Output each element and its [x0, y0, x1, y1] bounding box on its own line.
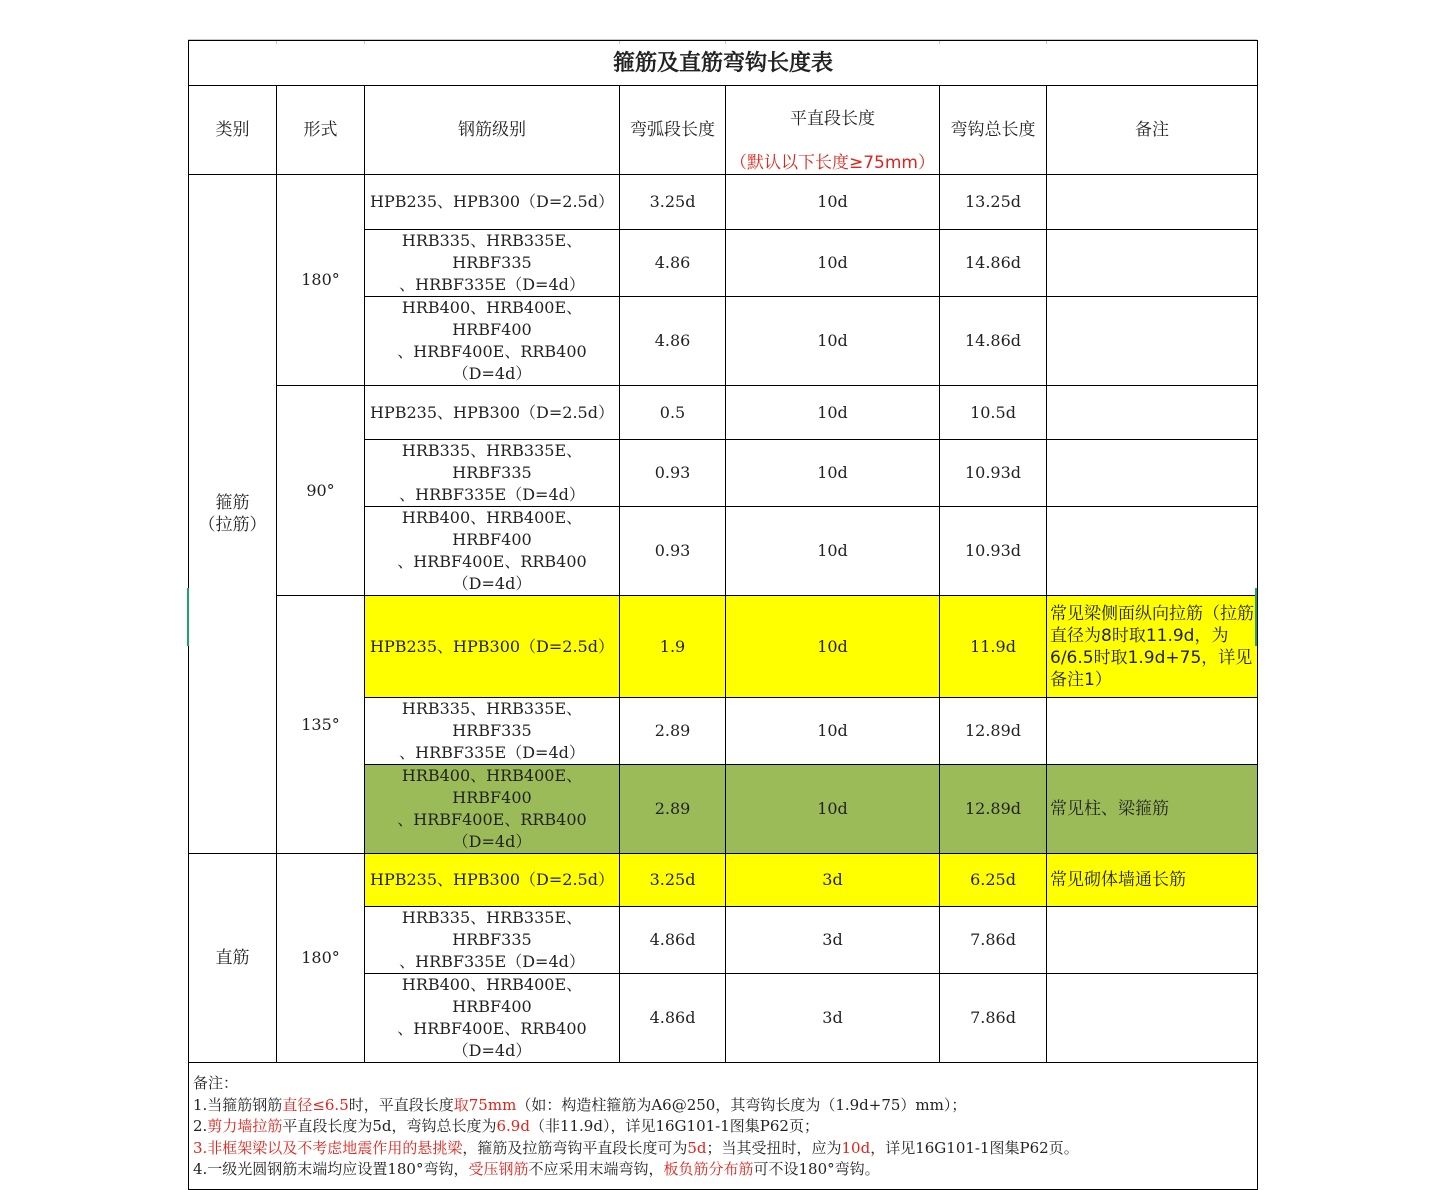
- straight-cell: 3d: [726, 907, 940, 974]
- category-stirrup: 箍筋 （拉筋）: [189, 175, 277, 854]
- form-135: 135°: [277, 596, 365, 854]
- grade-cell: HRB400、HRB400E、HRBF400 、HRBF400E、RRB400（D=4d）: [365, 974, 620, 1063]
- grade-cell: HRB335、HRB335E、HRBF335 、HRBF335E（D=4d）: [365, 230, 620, 297]
- total-cell: 13.25d: [940, 175, 1047, 230]
- remark-cell: [1047, 230, 1258, 297]
- grade-cell: HRB400、HRB400E、HRBF400 、HRBF400E、RRB400（D=4d）: [365, 297, 620, 386]
- arc-cell: 0.5: [620, 386, 726, 440]
- grade-cell: HRB335、HRB335E、HRBF335 、HRBF335E（D=4d）: [365, 698, 620, 765]
- straight-cell: 3d: [726, 854, 940, 907]
- arc-cell: 4.86d: [620, 907, 726, 974]
- remark-cell: [1047, 175, 1258, 230]
- total-cell: 14.86d: [940, 297, 1047, 386]
- header-arc-length: 弯弧段长度: [620, 86, 726, 175]
- category-straight-bar: 直筋: [189, 854, 277, 1063]
- notes-heading: 备注：: [193, 1074, 239, 1092]
- total-cell: 14.86d: [940, 230, 1047, 297]
- total-cell: 10.5d: [940, 386, 1047, 440]
- remark-cell: 常见砌体墙通长筋: [1047, 854, 1258, 907]
- remark-cell: [1047, 440, 1258, 507]
- note-2: 2.剪力墙拉筋平直段长度为5d，弯钩总长度为6.9d（非11.9d），详见16G101-1图集P62页；: [193, 1117, 819, 1135]
- total-cell: 7.86d: [940, 907, 1047, 974]
- remark-cell: [1047, 297, 1258, 386]
- header-category: 类别: [189, 86, 277, 175]
- header-straight-note: （默认以下长度≥75mm）: [730, 153, 935, 173]
- grade-cell: HRB400、HRB400E、HRBF400 、HRBF400E、RRB400（D=4d）: [365, 765, 620, 854]
- remark-cell: [1047, 386, 1258, 440]
- selection-marker-right: [1255, 588, 1257, 646]
- straight-cell: 10d: [726, 175, 940, 230]
- remark-cell: [1047, 907, 1258, 974]
- grade-cell: HRB400、HRB400E、HRBF400 、HRBF400E、RRB400（D=4d）: [365, 507, 620, 596]
- form-90: 90°: [277, 386, 365, 596]
- header-total-length: 弯钩总长度: [940, 86, 1047, 175]
- header-straight-length: [726, 86, 940, 175]
- arc-cell: 1.9: [620, 596, 726, 698]
- grade-cell: HPB235、HPB300（D=2.5d）: [365, 854, 620, 907]
- remark-cell: 常见柱、梁箍筋: [1047, 765, 1258, 854]
- header-remark: 备注: [1047, 86, 1258, 175]
- form-180: 180°: [277, 175, 365, 386]
- grade-cell: HPB235、HPB300（D=2.5d）: [365, 386, 620, 440]
- remark-cell: [1047, 698, 1258, 765]
- straight-cell: 10d: [726, 596, 940, 698]
- grade-cell: HPB235、HPB300（D=2.5d）: [365, 596, 620, 698]
- total-cell: 7.86d: [940, 974, 1047, 1063]
- straight-cell: 10d: [726, 765, 940, 854]
- arc-cell: 3.25d: [620, 175, 726, 230]
- form-180-straight: 180°: [277, 854, 365, 1063]
- grade-cell: HPB235、HPB300（D=2.5d）: [365, 175, 620, 230]
- straight-cell: 3d: [726, 974, 940, 1063]
- note-1: 1.当箍筋钢筋直径≤6.5时，平直段长度取75mm（如：构造柱箍筋为A6@250，其弯钩长度为（1.9d+75）mm）；: [193, 1095, 967, 1114]
- notes-block: [189, 1063, 1258, 1190]
- straight-cell: 10d: [726, 440, 940, 507]
- remark-cell: [1047, 974, 1258, 1063]
- arc-cell: 4.86: [620, 230, 726, 297]
- arc-cell: 4.86: [620, 297, 726, 386]
- selection-marker-left: [187, 588, 189, 646]
- arc-cell: 2.89: [620, 765, 726, 854]
- table-title: 箍筋及直筋弯钩长度表: [189, 41, 1258, 86]
- total-cell: 12.89d: [940, 765, 1047, 854]
- total-cell: 10.93d: [940, 440, 1047, 507]
- straight-cell: 10d: [726, 386, 940, 440]
- arc-cell: 0.93: [620, 507, 726, 596]
- header-form: 形式: [277, 86, 365, 175]
- total-cell: 11.9d: [940, 596, 1047, 698]
- total-cell: 6.25d: [940, 854, 1047, 907]
- arc-cell: 3.25d: [620, 854, 726, 907]
- remark-cell: [1047, 507, 1258, 596]
- straight-cell: 10d: [726, 230, 940, 297]
- hook-length-table: [188, 40, 1257, 1178]
- note-4: 4.一级光圆钢筋末端均应设置180°弯钩，受压钢筋不应采用末端弯钩，板负筋分布筋可不设180°弯钩。: [193, 1160, 880, 1178]
- header-grade: 钢筋级别: [365, 86, 620, 175]
- grade-cell: HRB335、HRB335E、HRBF335 、HRBF335E（D=4d）: [365, 440, 620, 507]
- arc-cell: 0.93: [620, 440, 726, 507]
- remark-cell: 常见梁侧面纵向拉筋（拉筋直径为8时取11.9d，为6/6.5时取1.9d+75，详见备注1）: [1047, 596, 1258, 698]
- grade-cell: HRB335、HRB335E、HRBF335 、HRBF335E（D=4d）: [365, 907, 620, 974]
- header-straight-label: 平直段长度: [790, 109, 875, 129]
- straight-cell: 10d: [726, 698, 940, 765]
- total-cell: 10.93d: [940, 507, 1047, 596]
- straight-cell: 10d: [726, 297, 940, 386]
- total-cell: 12.89d: [940, 698, 1047, 765]
- straight-cell: 10d: [726, 507, 940, 596]
- note-3: 3.非框架梁以及不考虑地震作用的悬挑梁，箍筋及拉筋弯钩平直段长度可为5d；当其受扭时，应为10d，详见16G101-1图集P62页。: [193, 1138, 1079, 1157]
- arc-cell: 2.89: [620, 698, 726, 765]
- arc-cell: 4.86d: [620, 974, 726, 1063]
